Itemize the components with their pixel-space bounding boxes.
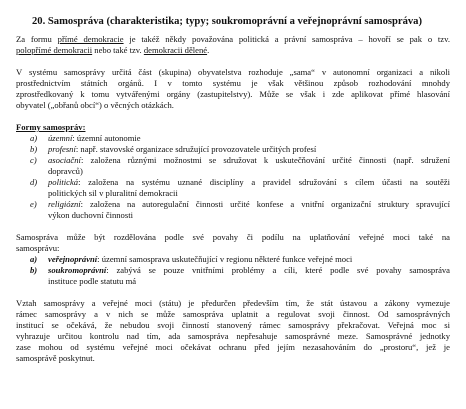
list-item-continuation: výkon duchovní činnosti bbox=[48, 210, 133, 220]
list-item bbox=[48, 155, 450, 166]
division-line-1: Samospráva může být rozdělována podle své povahy či podílu na uplatňování veřejné moci také na bbox=[16, 232, 450, 242]
list-marker: e) bbox=[30, 199, 37, 209]
list-item bbox=[48, 254, 352, 265]
system-line-1: V systému samosprávy určitá část (skupina) obyvatelstva rozhoduje „sama“ v autonomní organizaci a nikoli bbox=[16, 67, 450, 77]
system-line-3: zprostředkovaný k tomu vytvářenými orgány (zastupitelstvy). Může se však i zde aplikovat přímé hlasování bbox=[16, 89, 450, 99]
list-text: : územní autonomie bbox=[72, 133, 141, 143]
list-marker: b) bbox=[30, 144, 38, 154]
list-term: religiózní bbox=[48, 199, 81, 209]
list-text: : např. stavovské organizace sdružující provozovatele určitých profesí bbox=[75, 144, 317, 154]
list-term: profesní bbox=[48, 144, 76, 154]
list-marker: a) bbox=[30, 254, 38, 264]
system-line-2: prostřednictvím státních orgánů. I v tomto systému je však většinou způsob rozhodování mnohdy bbox=[16, 78, 450, 88]
relation-line-2: rámec samosprávy a v nich se může samospráva uplatnit a regulovat svoji činnost. Od samosprávných bbox=[16, 309, 450, 319]
relation-line-3: institucí se očekává, že nebudou svoji činností stanovený rámec samosprávy překračovat. Veřejná moc si bbox=[16, 320, 450, 330]
list-item bbox=[48, 133, 141, 144]
list-term: asociační bbox=[48, 155, 81, 165]
list-item-continuation: dopravců) bbox=[48, 166, 83, 176]
list-item bbox=[48, 177, 450, 188]
list-text: : zabývá se pouze vnitřními problémy a cíli, které podle své povahy samospráva bbox=[106, 265, 450, 275]
text-span: je takéž někdy považována politická a právní samospráva – hovoří se pak o tzv. bbox=[123, 34, 450, 44]
relation-line-4: vyhrazuje určitou kontrolu nad tím, ada samospráva nepřesahuje samosprávné meze. Samosprávné jednotky bbox=[16, 331, 450, 341]
list-marker: a) bbox=[30, 133, 38, 143]
underlined-term: demokracii dělené bbox=[143, 45, 208, 55]
list-marker: d) bbox=[30, 177, 38, 187]
forms-heading: Formy samospráv: bbox=[16, 122, 86, 132]
list-term: územní bbox=[48, 133, 73, 143]
text-span: . bbox=[207, 45, 210, 55]
intro-line-2 bbox=[16, 45, 209, 56]
list-text: : založena na autoregulační činnosti určité konfese a vnitřní organizační struktury spravující bbox=[80, 199, 450, 209]
list-text: : založena na systému uznané disciplíny a pravidel sdružování s cílem účasti na soutěži bbox=[78, 177, 450, 187]
page-title: 20. Samospráva (charakteristika; typy; soukromoprávní a veřejnoprávní samospráva) bbox=[32, 16, 423, 27]
list-item bbox=[48, 199, 450, 210]
list-item bbox=[48, 265, 450, 276]
intro-line-1 bbox=[16, 34, 450, 45]
underlined-term: polopřímé demokracii bbox=[16, 45, 93, 55]
list-item bbox=[48, 144, 316, 155]
list-term: soukromoprávní bbox=[48, 265, 107, 275]
list-marker: c) bbox=[30, 155, 37, 165]
text-span: Za formu bbox=[16, 34, 58, 44]
relation-line-6: samosprávě poskytnut. bbox=[16, 353, 95, 363]
list-text: : založena různými možnostmi se sdružovat k uskutečňování určité činnosti (např. sdružení bbox=[80, 155, 450, 165]
relation-line-1: Vztah samosprávy a veřejné moci (státu) je předurčen především tím, že stát ústavou a zákony vymezuje bbox=[16, 298, 450, 308]
list-text: : územní samosprava uskutečňující v regionu některé funkce veřejné moci bbox=[97, 254, 353, 264]
division-line-2: samosprávu: bbox=[16, 243, 60, 253]
underlined-term: přímé demokracie bbox=[57, 34, 124, 44]
list-term: politická bbox=[48, 177, 79, 187]
text-span: nebo také tzv. bbox=[92, 45, 144, 55]
system-line-4: obyvatel („obřanů obcí“) o věcných otázkách. bbox=[16, 100, 174, 110]
relation-line-5: zase mohou od systému veřejné moci očekávat ochranu před jejím nezasahováním do „prostoru“, jež je bbox=[16, 342, 450, 352]
list-term: veřejnoprávní bbox=[48, 254, 98, 264]
list-marker: b) bbox=[30, 265, 38, 275]
list-item-continuation: instituce podle statutu má bbox=[48, 276, 137, 286]
list-item-continuation: politických sil v pluralitní demokracii bbox=[48, 188, 178, 198]
